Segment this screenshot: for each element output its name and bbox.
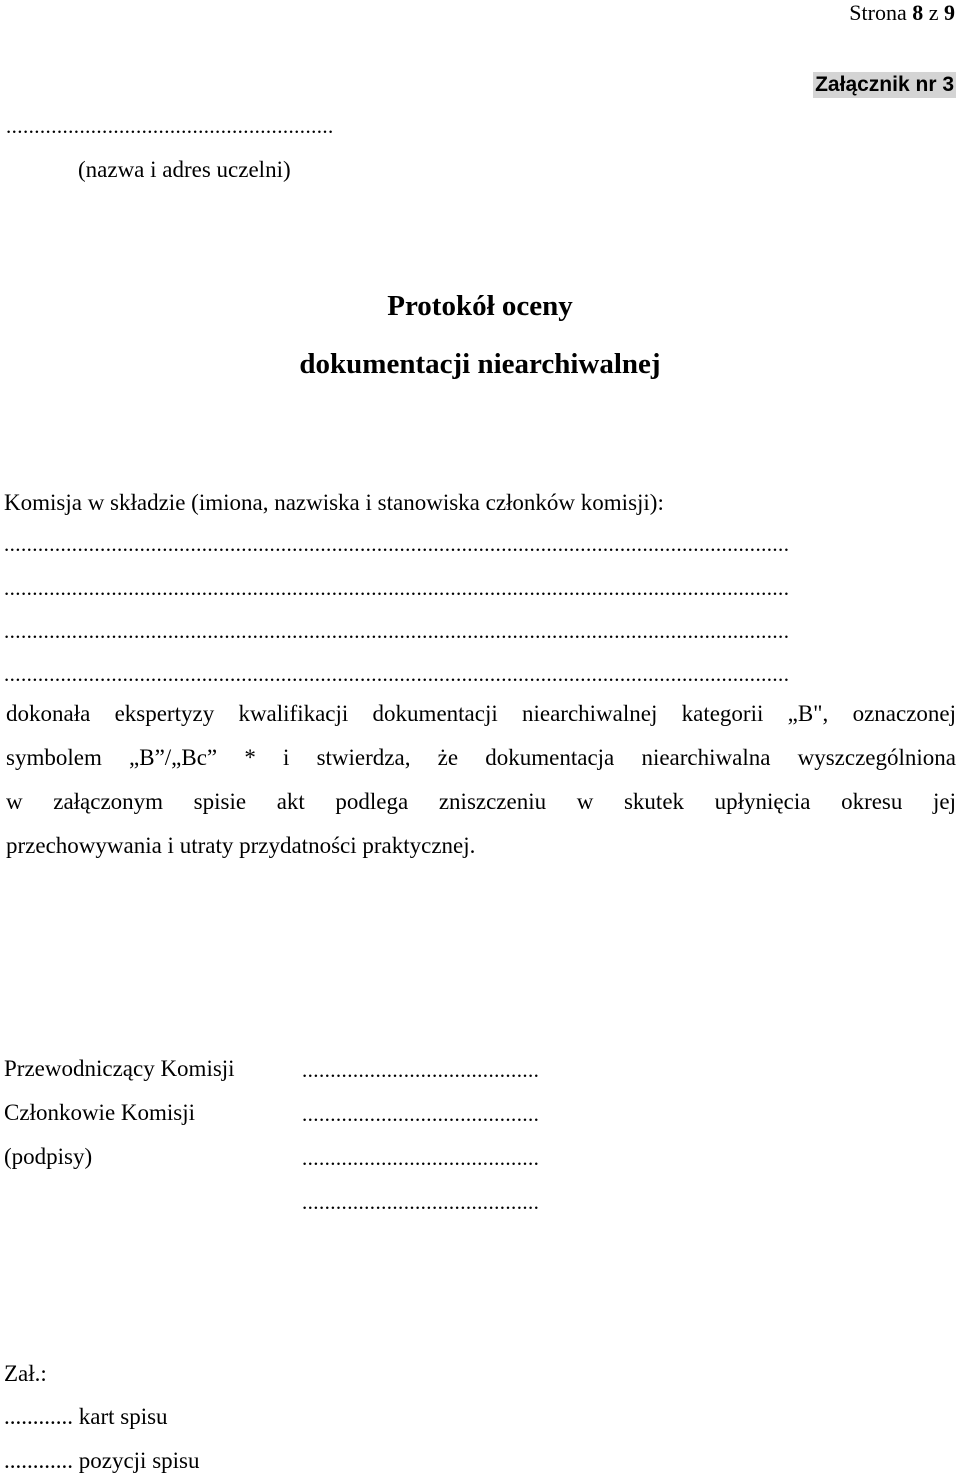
signature-line: .......................................... [302, 1190, 540, 1214]
committee-member-line: ........................................................................................................................................... [4, 578, 790, 598]
signature-line: .......................................... [302, 1146, 540, 1170]
page-separator: z [928, 0, 939, 25]
page-current: 8 [912, 0, 924, 25]
body-line-3: w załączonym spisie akt podlega zniszczeniu w skutek upłynięcia okresu jej [6, 789, 956, 814]
document-title-line-2: dokumentacji niearchiwalnej [299, 348, 661, 380]
page-number [849, 0, 955, 26]
annex-label: Załącznik nr 3 [815, 73, 954, 96]
attachments-label: Zał.: [4, 1361, 47, 1386]
chair-label: Przewodniczący Komisji [4, 1056, 235, 1081]
committee-intro: Komisja w składzie (imiona, nazwiska i stanowiska członków komisji): [4, 490, 664, 515]
committee-member-line: ........................................................................................................................................... [4, 534, 790, 554]
university-name-field: .......................................................... [6, 114, 334, 138]
attachment-item: ............ kart spisu [4, 1404, 168, 1429]
body-line-4: przechowywania i utraty przydatności praktycznej. [6, 833, 476, 858]
body-line-1: dokonała ekspertyzy kwalifikacji dokumentacji niearchiwalnej kategorii „B", oznaczonej [6, 701, 956, 726]
members-label: Członkowie Komisji [4, 1100, 196, 1125]
signatures-label: (podpisy) [4, 1144, 93, 1169]
document-title-line-1: Protokół oceny [387, 290, 573, 322]
page-prefix: Strona [849, 0, 907, 25]
committee-member-line: ........................................................................................................................................... [4, 621, 790, 641]
committee-member-line: ........................................................................................................................................... [4, 664, 790, 684]
page-total: 9 [944, 0, 955, 25]
signature-line: .......................................... [302, 1058, 540, 1082]
signature-line: .......................................... [302, 1102, 540, 1126]
university-caption: (nazwa i adres uczelni) [78, 157, 291, 182]
body-line-2: symbolem „B”/„Bc” * i stwierdza, że dokumentacja niearchiwalna wyszczególniona [6, 745, 956, 770]
attachment-item: ............ pozycji spisu [4, 1448, 200, 1473]
